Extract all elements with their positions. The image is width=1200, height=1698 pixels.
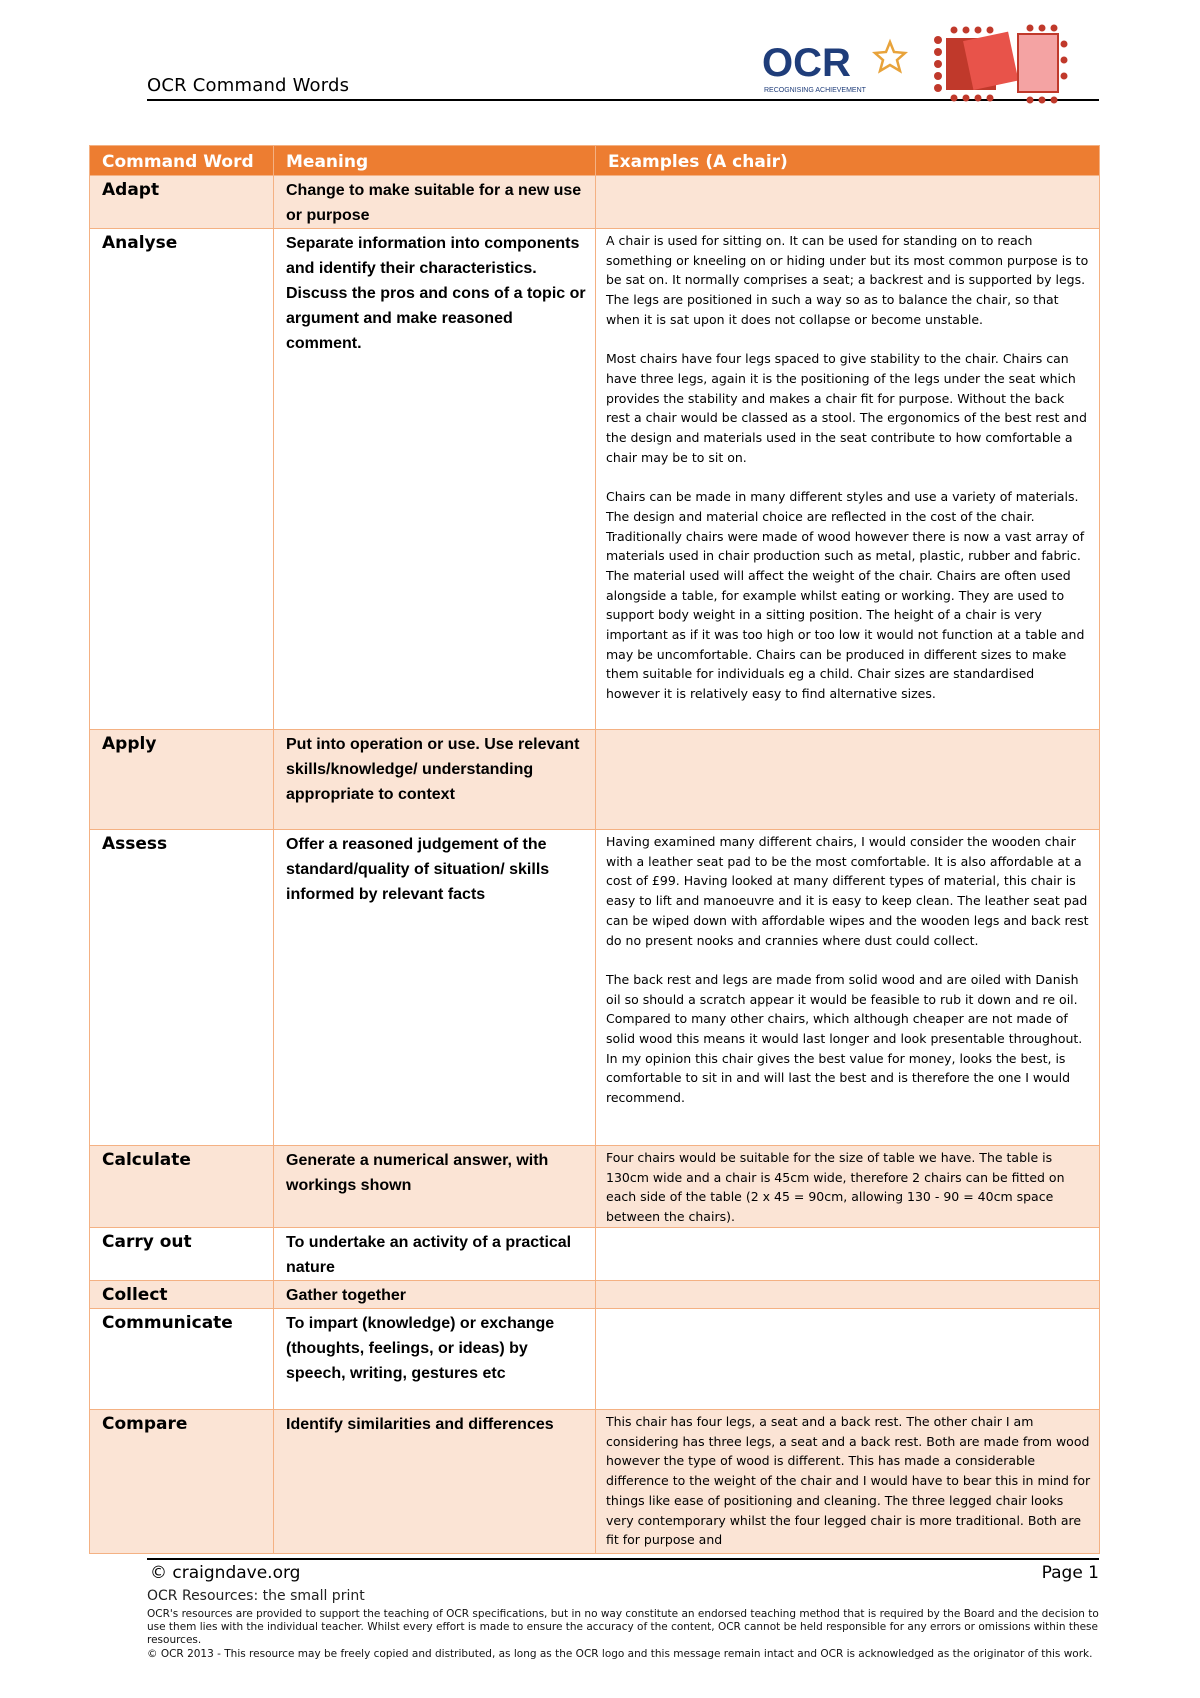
command-example xyxy=(596,1281,1100,1309)
command-word: Adapt xyxy=(90,176,274,229)
command-word: Communicate xyxy=(90,1309,274,1410)
table-header-row xyxy=(90,146,1100,176)
table-row xyxy=(90,1410,1100,1554)
column-header-meaning: Meaning xyxy=(274,146,596,176)
ocr-logo-text: OCR xyxy=(762,41,851,85)
command-meaning: Separate information into components and identify their characteristics. Discuss the pros and cons of a topic or argument and make reasoned comment. xyxy=(274,229,596,730)
command-word: Analyse xyxy=(90,229,274,730)
table-row xyxy=(90,830,1100,1146)
example-paragraph: Four chairs would be suitable for the size of table we have. The table is 130cm wide and a chair is 45cm wide, therefore 2 chairs can be fitted on each side of the table (2 x 45 = 90cm, allowing 130 - 90 = 40cm space between the chairs). xyxy=(606,1150,1065,1225)
command-example xyxy=(596,1309,1100,1410)
example-paragraph: This chair has four legs, a seat and a back rest. The other chair I am considering has three legs, a seat and a back rest. Both are made from wood however the type of wood is different. This has made a considerable difference to the weight of the chair and I would have to bear this in mind for things like ease of positioning and cleaning. The three legged chair looks very contemporary whilst the four legged chair is more traditional. Both are fit for purpose and xyxy=(606,1414,1091,1548)
table-row xyxy=(90,1228,1100,1281)
command-meaning: Generate a numerical answer, with workings shown xyxy=(274,1146,596,1228)
command-word: Calculate xyxy=(90,1146,274,1228)
command-meaning: Gather together xyxy=(274,1281,596,1309)
table-row xyxy=(90,730,1100,830)
small-print-paragraph: OCR's resources are provided to support the teaching of OCR specifications, but in no way constitute an endorsed teaching method that is required by the Board and the decision to use them lies with the individual teacher. Whilst every effort is made to ensure the accuracy of the content, OCR cannot be held responsible for any errors or omissions within these resources. xyxy=(147,1608,1099,1647)
command-word: Carry out xyxy=(90,1228,274,1281)
command-word: Compare xyxy=(90,1410,274,1554)
command-example xyxy=(596,229,1100,730)
command-word: Assess xyxy=(90,830,274,1146)
command-example xyxy=(596,176,1100,229)
command-example xyxy=(596,1146,1100,1228)
example-paragraph: Having examined many different chairs, I would consider the wooden chair with a leather seat pad to be the most comfortable. It is also affordable at a cost of £99. Having looked at many different types of material, this chair is easy to lift and manoeuvre and it is easy to keep clean. The leather seat pad can be wiped down with affordable wipes and the wooden legs and back rest do no present nooks and crannies where dust could collect. xyxy=(606,834,1089,948)
command-example xyxy=(596,730,1100,830)
command-word: Apply xyxy=(90,730,274,830)
table-row xyxy=(90,1146,1100,1228)
table-row xyxy=(90,176,1100,229)
column-header-examples: Examples (A chair) xyxy=(596,146,1100,176)
table-row xyxy=(90,1281,1100,1309)
page-header-title: OCR Command Words xyxy=(147,75,350,96)
command-meaning: Identify similarities and differences xyxy=(274,1410,596,1554)
star-icon xyxy=(875,42,905,71)
command-word: Collect xyxy=(90,1281,274,1309)
example-paragraph: Chairs can be made in many different styles and use a variety of materials. The design and material choice are reflected in the cost of the chair. Traditionally chairs were made of wood however there is now a vast array of materials used in chair production such as metal, plastic, rubber and fabric. The material used will affect the weight of the chair. Chairs are often used alongside a table, for example whilst eating or working. They are used to support body weight in a sitting position. The height of a chair is very important as if it was too high or too low it would not function at a table and may be uncomfortable. Chairs can be produced in different sizes to make them suitable for individuals eg a child. Chair sizes are standardised however it is relatively easy to find alternative sizes. xyxy=(606,489,1085,702)
table-row xyxy=(90,1309,1100,1410)
command-example xyxy=(596,1410,1100,1554)
command-meaning: Offer a reasoned judgement of the standard/quality of situation/ skills informed by relevant facts xyxy=(274,830,596,1146)
small-print xyxy=(147,1608,1102,1661)
small-print-paragraph: © OCR 2013 - This resource may be freely copied and distributed, as long as the OCR logo and this message remain intact and OCR is acknowledged as the originator of this work. xyxy=(147,1647,1093,1660)
footer-copyright: © craigndave.org xyxy=(150,1563,301,1583)
command-example xyxy=(596,1228,1100,1281)
command-words-table xyxy=(89,145,1100,1554)
command-meaning: To impart (knowledge) or exchange (thoughts, feelings, or ideas) by speech, writing, gestures etc xyxy=(274,1309,596,1410)
command-meaning: Change to make suitable for a new use or purpose xyxy=(274,176,596,229)
small-print-title: OCR Resources: the small print xyxy=(147,1588,365,1604)
command-meaning: To undertake an activity of a practical nature xyxy=(274,1228,596,1281)
example-paragraph: Most chairs have four legs spaced to give stability to the chair. Chairs can have three legs, again it is the positioning of the legs under the seat which provides the stability and makes a chair fit for purpose. Without the back rest a chair would be classed as a stool. The ergonomics of the best rest and the design and materials used in the seat contribute to how comfortable a chair may be to sit on. xyxy=(606,351,1087,465)
ocr-logo xyxy=(760,38,910,98)
column-header-command-word: Command Word xyxy=(90,146,274,176)
command-meaning: Put into operation or use. Use relevant skills/knowledge/ understanding appropriate to context xyxy=(274,730,596,830)
example-paragraph: A chair is used for sitting on. It can be used for standing on to reach something or kneeling on or hiding under but its most common purpose is to be sat on. It normally comprises a seat; a backrest and is supported by legs. The legs are positioned in such a way so as to balance the chair, so that when it is sat upon it does not collapse or become unstable. xyxy=(606,233,1089,327)
ocr-logo-tagline: RECOGNISING ACHIEVEMENT xyxy=(764,87,866,94)
footer-divider xyxy=(147,1558,1099,1560)
example-paragraph: The back rest and legs are made from solid wood and are oiled with Danish oil so should a scratch appear it would be feasible to rub it down and re oil. Compared to many other chairs, which although cheaper are not made of solid wood this means it would last longer and look presentable throughout. In my opinion this chair gives the best value for money, looks the best, is comfortable to sit in and will last the best and is therefore the one I would recommend. xyxy=(606,971,1083,1106)
page-number: Page 1 xyxy=(1041,1563,1099,1583)
command-example xyxy=(596,830,1100,1146)
circuit-logo-icon xyxy=(930,22,1070,104)
table-row xyxy=(90,229,1100,730)
